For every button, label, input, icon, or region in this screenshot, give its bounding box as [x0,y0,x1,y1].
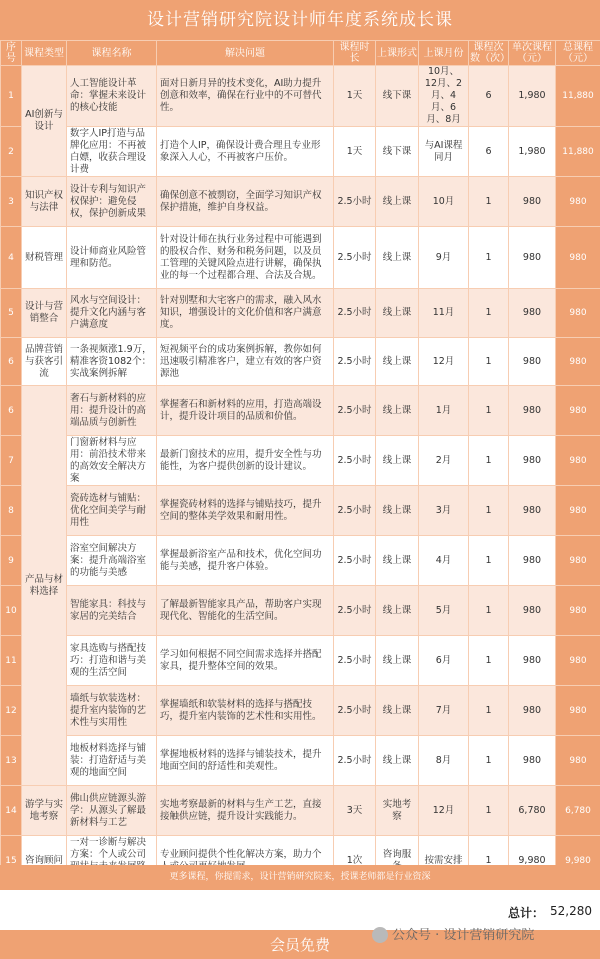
course-price: 980 [509,338,556,386]
course-name: 奢石与新材料的应用：提升设计的高端品质与创新性 [67,386,157,436]
course-price: 9,980 [509,836,556,886]
course-name: 佛山供应链源头游学：从源头了解最新材料与工艺 [67,786,157,836]
table-row [1,386,600,436]
footer-note: 更多课程，你提需求，设计营销研究院来，授课老师都是行业资深 [0,865,600,890]
course-price: 980 [509,227,556,289]
course-total: 980 [556,177,600,227]
table-row [1,686,600,736]
course-problem: 针对设计师在执行业务过程中可能遇到的股权合作、财务和税务问题，以及员工管理的关键风险点进行讲解，确保执业的每一个过程都合理、合法及合规。 [157,227,334,289]
course-month: 12月 [419,338,469,386]
course-total: 6,780 [556,786,600,836]
course-problem: 掌握最新浴室产品和技术，优化空间功能与美感，提升客户体验。 [157,536,334,586]
course-duration: 1次 [334,836,376,886]
category-cell: 品牌营销与获客引流 [22,338,67,386]
course-format: 线上课 [376,386,419,436]
row-index: 11 [1,636,22,686]
course-price: 980 [509,636,556,686]
course-price: 980 [509,586,556,636]
course-price: 980 [509,436,556,486]
course-times: 6 [469,66,509,127]
course-times: 1 [469,486,509,536]
category-cell: 知识产权与法律 [22,177,67,227]
table-row [1,289,600,338]
course-price: 980 [509,486,556,536]
course-format: 线上课 [376,536,419,586]
row-index: 3 [1,177,22,227]
course-duration: 2.5小时 [334,686,376,736]
course-total: 980 [556,686,600,736]
course-times: 6 [469,127,509,177]
row-index: 10 [1,586,22,636]
course-times: 1 [469,586,509,636]
course-problem: 确保创意不被剽窃，全面学习知识产权保护措施，维护自身权益。 [157,177,334,227]
course-times: 1 [469,536,509,586]
course-total: 11,880 [556,127,600,177]
course-problem: 打造个人IP，确保设计费合理且专业形象深入人心，不再被客户压价。 [157,127,334,177]
table-row [1,66,600,127]
row-index: 4 [1,227,22,289]
table-row [1,338,600,386]
row-index: 1 [1,66,22,127]
table-row [1,486,600,536]
course-times: 1 [469,436,509,486]
course-month: 9月 [419,227,469,289]
course-format: 实地考察 [376,786,419,836]
course-duration: 1天 [334,127,376,177]
course-total: 980 [556,536,600,586]
course-price: 980 [509,736,556,786]
course-format: 线下课 [376,127,419,177]
course-month: 10月 [419,177,469,227]
course-table [0,40,600,886]
course-format: 线上课 [376,289,419,338]
course-name: 人工智能设计革命：掌握未来设计的核心技能 [67,66,157,127]
course-format: 线上课 [376,338,419,386]
course-times: 1 [469,289,509,338]
course-total: 980 [556,386,600,436]
course-name: 家具选购与搭配技巧：打造和谐与美观的生活空间 [67,636,157,686]
course-duration: 2.5小时 [334,636,376,686]
header-name: 课程名称 [67,41,157,66]
course-duration: 2.5小时 [334,586,376,636]
course-times: 1 [469,786,509,836]
course-name: 一对一诊断与解决方案：个人或公司 [67,836,157,886]
course-total: 980 [556,736,600,786]
course-name: 数字人IP打造与品牌化应用：不再被白嫖，收获合理设计费 [67,127,157,177]
course-total: 9,980 [556,836,600,886]
course-duration: 2.5小时 [334,486,376,536]
course-price: 980 [509,686,556,736]
row-index: 2 [1,127,22,177]
course-problem: 面对日新月异的技术变化，AI助力提升创意和效率，确保在行业中的不可替代性。 [157,66,334,127]
course-name: 浴室空间解决方案：提升高端浴室的功能与美感 [67,536,157,586]
course-format: 线上课 [376,636,419,686]
course-name: 设计师商业风险管理和防范。 [67,227,157,289]
course-month: 10月、12月、2月、4月、6月、8月 [419,66,469,127]
course-duration: 2.5小时 [334,289,376,338]
row-index: 14 [1,786,22,836]
course-problem: 针对别墅和大宅客户的需求，融入风水知识，增强设计的文化价值和客户满意度。 [157,289,334,338]
course-duration: 2.5小时 [334,177,376,227]
table-header [1,41,600,66]
category-cell: AI创新与设计 [22,66,67,177]
course-format: 线下课 [376,66,419,127]
course-name: 地板材料选择与铺装：打造舒适与美观的地面空间 [67,736,157,786]
course-month: 4月 [419,536,469,586]
course-problem: 学习如何根据不同空间需求选择并搭配家具，提升整体空间的效果。 [157,636,334,686]
course-duration: 2.5小时 [334,536,376,586]
course-duration: 1天 [334,66,376,127]
row-index: 5 [1,289,22,338]
row-index: 13 [1,736,22,786]
table-row [1,177,600,227]
row-index: 6 [1,338,22,386]
course-duration: 2.5小时 [334,386,376,436]
header-idx: 序号 [1,41,22,66]
course-total: 980 [556,486,600,536]
header-total: 总课程（元） [556,41,600,66]
table-row [1,736,600,786]
course-times: 1 [469,686,509,736]
table-row [1,586,600,636]
course-problem: 最新门窗技术的应用，提升安全性与功能性，为客户提供创新的设计建议。 [157,436,334,486]
course-total: 980 [556,227,600,289]
course-month: 按需安排 [419,836,469,886]
course-month: 8月 [419,736,469,786]
header-format: 上课形式 [376,41,419,66]
course-name: 瓷砖选材与铺贴：优化空间美学与耐用性 [67,486,157,536]
header-duration: 课程时长 [334,41,376,66]
course-problem: 掌握地板材料的选择与铺装技术，提升地面空间的舒适性和美观性。 [157,736,334,786]
course-price: 980 [509,289,556,338]
course-problem: 了解最新智能家具产品，帮助客户实现现代化、智能化的生活空间。 [157,586,334,636]
course-price: 1,980 [509,127,556,177]
course-name: 一条视频涨1.9万，精准客资1082个：实战案例拆解 [67,338,157,386]
row-index: 6 [1,386,22,436]
table-row [1,786,600,836]
table-row [1,636,600,686]
course-month: 6月 [419,636,469,686]
course-name: 墙纸与软装选材：提升室内装饰的艺术性与实用性 [67,686,157,736]
member-free-label: 会员免费 [269,936,330,954]
table-row [1,127,600,177]
course-price: 1,980 [509,66,556,127]
course-month: 12月 [419,786,469,836]
course-times: 1 [469,338,509,386]
course-format: 线上课 [376,436,419,486]
course-month: 2月 [419,436,469,486]
course-month: 1月 [419,386,469,436]
course-times: 1 [469,227,509,289]
course-problem: 实地考察最新的材料与生产工艺，直接接触供应链，提升设计实践能力。 [157,786,334,836]
category-cell: 财税管理 [22,227,67,289]
table-row [1,436,600,486]
course-month: 3月 [419,486,469,536]
course-problem: 短视频平台的成功案例拆解，教你如何迅速吸引精准客户，建立有效的客户资源池 [157,338,334,386]
course-price: 980 [509,536,556,586]
course-total: 980 [556,338,600,386]
watermark-text: 公众号 · 设计营销研究院 [392,928,535,943]
header-problem: 解决问题 [157,41,334,66]
header-category: 课程类型 [22,41,67,66]
course-format: 线上课 [376,177,419,227]
course-total: 11,880 [556,66,600,127]
page-title: 设计营销研究院设计师年度系统成长课 [0,0,600,40]
course-times: 1 [469,386,509,436]
row-index: 7 [1,436,22,486]
course-total: 980 [556,289,600,338]
row-index: 12 [1,686,22,736]
course-format: 线上课 [376,486,419,536]
category-cell: 咨询顾问 [22,836,67,886]
header-month: 上课月份 [419,41,469,66]
course-month: 7月 [419,686,469,736]
course-name: 智能家具：科技与家居的完美结合 [67,586,157,636]
course-price: 6,780 [509,786,556,836]
course-month: 与AI课程同月 [419,127,469,177]
course-month: 5月 [419,586,469,636]
header-times: 课程次数（次） [470,42,510,64]
course-total: 980 [556,636,600,686]
course-problem: 掌握奢石和新材料的应用，打造高端设计，提升设计项目的品质和价值。 [157,386,334,436]
course-format: 线上课 [376,227,419,289]
course-name: 风水与空间设计：提升文化内涵与客户满意度 [67,289,157,338]
category-cell: 产品与材料选择 [22,386,67,786]
course-times: 1 [469,836,509,886]
course-problem: 专业顾问提供个性化解决方案，助力个 [157,836,334,886]
row-index: 15 [1,836,22,886]
course-name: 设计专利与知识产权保护：避免侵权，保护创新成果 [67,177,157,227]
course-times: 1 [469,736,509,786]
row-index: 9 [1,536,22,586]
course-format: 咨询服 [376,836,419,886]
course-format: 线上课 [376,586,419,636]
course-month: 11月 [419,289,469,338]
course-duration: 2.5小时 [334,227,376,289]
watermark [372,925,534,947]
sum-label: 总计： [508,906,545,920]
course-total: 980 [556,436,600,486]
table-row [1,227,600,289]
header-price: 单次课程（元） [509,41,556,66]
course-name: 门窗新材料与应用：前沿技术带来的高效安全解决方案 [67,436,157,486]
course-duration: 3天 [334,786,376,836]
course-problem: 掌握瓷砖材料的选择与铺贴技巧，提升空间的整体美学效果和耐用性。 [157,486,334,536]
course-format: 线上课 [376,736,419,786]
course-price: 980 [509,386,556,436]
course-problem: 掌握墙纸和软装材料的选择与搭配技巧，提升室内装饰的艺术性和实用性。 [157,686,334,736]
course-format: 线上课 [376,686,419,736]
wechat-icon [372,927,388,943]
course-price: 980 [509,177,556,227]
course-times: 1 [469,177,509,227]
category-cell: 游学与实地考察 [22,786,67,836]
course-times: 1 [469,636,509,686]
course-duration: 2.5小时 [334,338,376,386]
sum-value: 52,280 [550,904,592,918]
course-duration: 2.5小时 [334,736,376,786]
course-total: 980 [556,586,600,636]
course-duration: 2.5小时 [334,436,376,486]
row-index: 8 [1,486,22,536]
category-cell: 设计与营销整合 [22,289,67,338]
table-row [1,536,600,586]
